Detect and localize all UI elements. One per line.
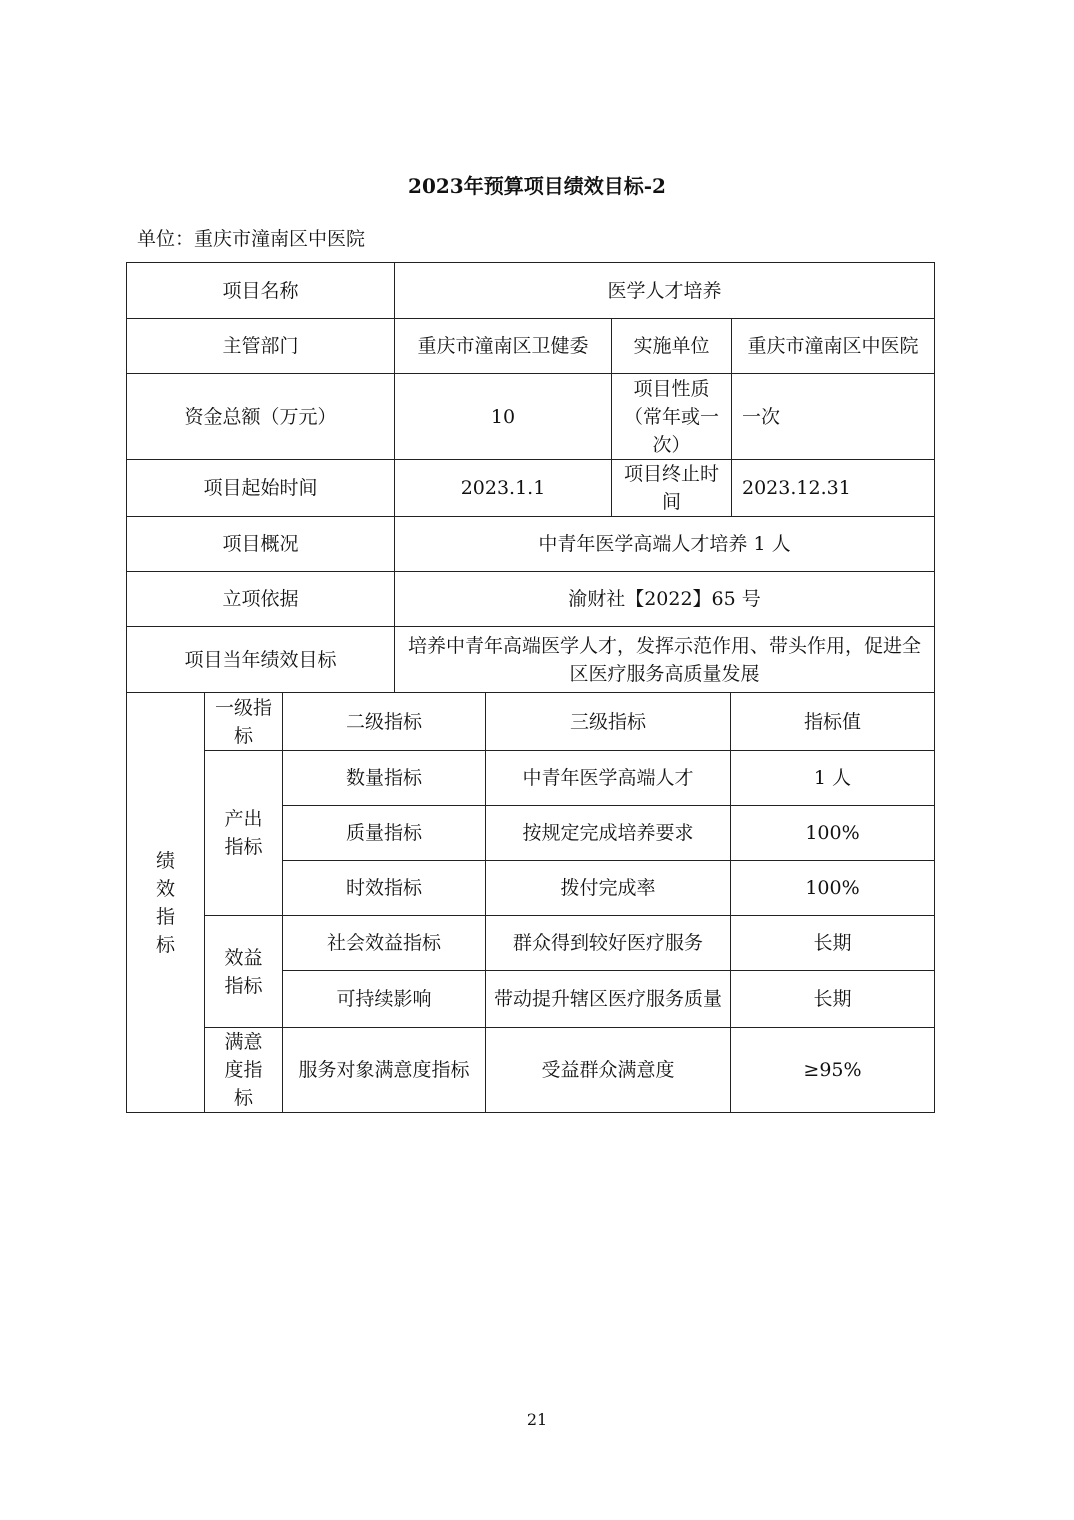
row-value: 100% — [731, 861, 935, 916]
project-name-label: 项目名称 — [127, 263, 395, 319]
nature-label: 项目性质（常年或一次） — [612, 374, 732, 460]
dept-label: 主管部门 — [127, 319, 395, 374]
indicator-main-text: 绩效指标 — [155, 849, 175, 956]
start-value: 2023.1.1 — [395, 460, 612, 517]
group-benefit — [205, 916, 283, 1028]
row-level3: 受益群众满意度 — [486, 1028, 731, 1113]
group-output — [205, 751, 283, 916]
page-title: 2023年预算项目绩效目标-2 — [408, 174, 666, 198]
row-level3: 拨付完成率 — [486, 861, 731, 916]
row-value: 长期 — [731, 971, 935, 1028]
group-satisfaction — [205, 1028, 283, 1113]
group-benefit-text: 效益指标 — [224, 946, 263, 997]
indicator-main-label — [127, 693, 205, 1113]
impl-value: 重庆市潼南区中医院 — [732, 319, 935, 374]
goal-value: 培养中青年高端医学人才，发挥示范作用、带头作用，促进全区医疗服务高质量发展 — [395, 627, 935, 693]
goal-label: 项目当年绩效目标 — [127, 627, 395, 693]
project-info-table — [126, 262, 935, 693]
end-value: 2023.12.31 — [732, 460, 935, 517]
start-label: 项目起始时间 — [127, 460, 395, 517]
header-level1: 一级指标 — [205, 693, 283, 751]
row-level2: 质量指标 — [283, 806, 486, 861]
row-level2: 服务对象满意度指标 — [283, 1028, 486, 1113]
header-value: 指标值 — [731, 693, 935, 751]
funds-label: 资金总额（万元） — [127, 374, 395, 460]
page-number: 21 — [526, 1410, 548, 1429]
row-level2: 社会效益指标 — [283, 916, 486, 971]
row-level3: 带动提升辖区医疗服务质量 — [486, 971, 731, 1028]
header-level3: 三级指标 — [486, 693, 731, 751]
basis-label: 立项依据 — [127, 572, 395, 627]
group-satisfaction-text: 满意度指标 — [224, 1031, 263, 1109]
row-level3: 按规定完成培养要求 — [486, 806, 731, 861]
end-label: 项目终止时间 — [612, 460, 732, 517]
dept-value: 重庆市潼南区卫健委 — [395, 319, 612, 374]
row-value: 1 人 — [731, 751, 935, 806]
row-value: 长期 — [731, 916, 935, 971]
overview-value: 中青年医学高端人才培养 1 人 — [395, 517, 935, 572]
row-level2: 数量指标 — [283, 751, 486, 806]
funds-value: 10 — [395, 374, 612, 460]
indicator-table — [126, 692, 935, 1113]
project-name-value: 医学人才培养 — [395, 263, 935, 319]
group-output-text: 产出指标 — [224, 808, 263, 858]
overview-label: 项目概况 — [127, 517, 395, 572]
basis-value: 渝财社【2022】65 号 — [395, 572, 935, 627]
nature-value: 一次 — [732, 374, 935, 460]
row-value: ≥95% — [731, 1028, 935, 1113]
row-level2: 可持续影响 — [283, 971, 486, 1028]
row-level2: 时效指标 — [283, 861, 486, 916]
unit-line: 单位：重庆市潼南区中医院 — [137, 228, 366, 250]
row-level3: 群众得到较好医疗服务 — [486, 916, 731, 971]
row-level3: 中青年医学高端人才 — [486, 751, 731, 806]
row-value: 100% — [731, 806, 935, 861]
header-level2: 二级指标 — [283, 693, 486, 751]
impl-label: 实施单位 — [612, 319, 732, 374]
